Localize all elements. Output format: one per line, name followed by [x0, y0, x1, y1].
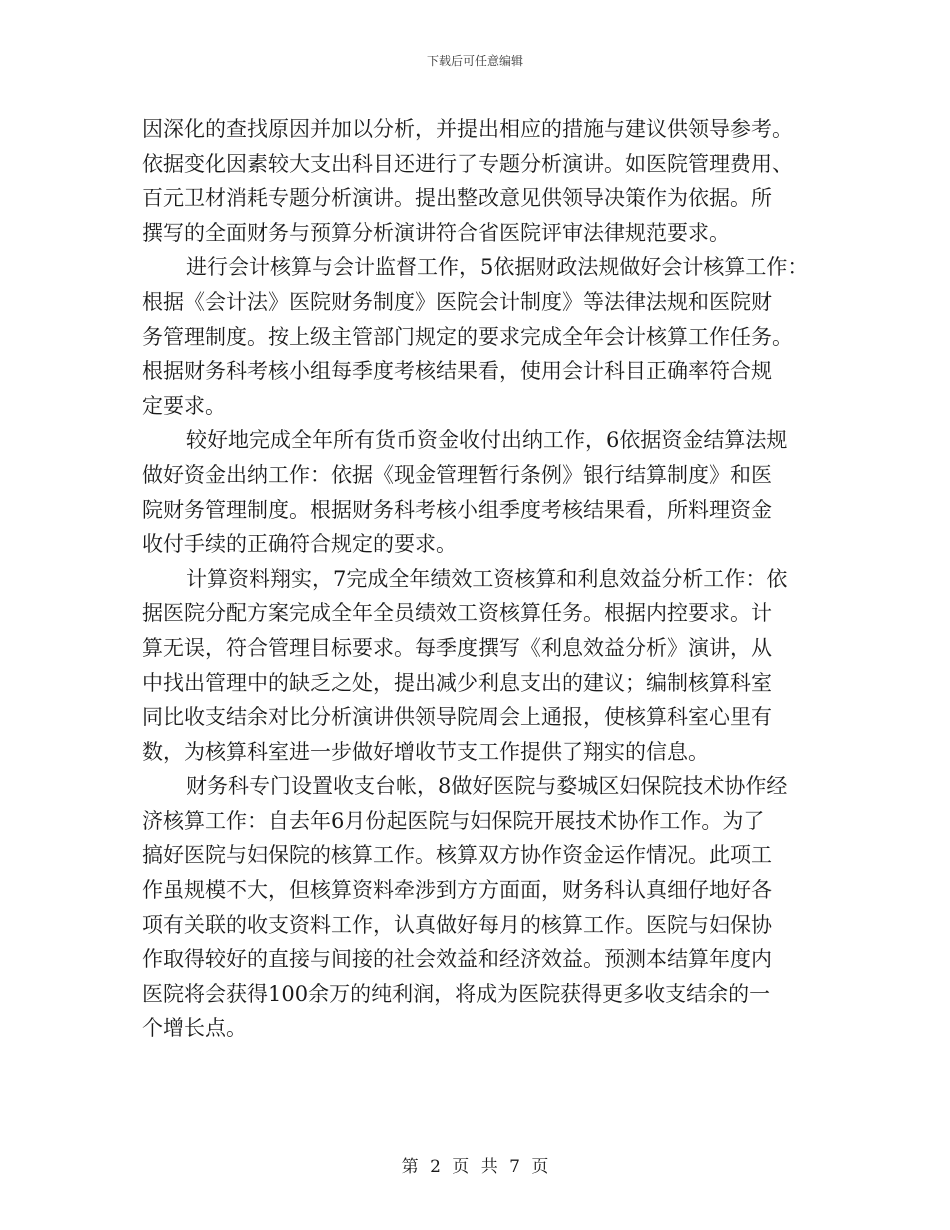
text-line: 算无误，符合管理目标要求。每季度撰写《利息效益分析》演讲，从 — [142, 635, 772, 660]
page-header: 下载后可任意编辑 — [426, 54, 523, 68]
text-line: 搞好医院与妇保院的核算工作。核算双方协作资金运作情况。此项工 — [142, 843, 772, 868]
paragraph-first-line: 财务科专门设置收支台帐，8做好医院与婺城区妇保院技术协作经 — [186, 774, 788, 799]
text-line: 收付手续的正确符合规定的要求。 — [142, 532, 457, 557]
text-line: 务管理制度。按上级主管部门规定的要求完成全年会计核算工作任务。 — [142, 324, 793, 349]
text-line: 数，为核算科室进一步做好增收节支工作提供了翔实的信息。 — [142, 739, 709, 764]
text-line: 据医院分配方案完成全年全员绩效工资核算任务。根据内控要求。计 — [142, 601, 772, 626]
paragraph-first-line: 进行会计核算与会计监督工作，5依据财政法规做好会计核算工作： — [186, 255, 809, 280]
text-line: 做好资金出纳工作：依据《现金管理暂行条例》银行结算制度》和医 — [142, 462, 772, 487]
text-line: 根据《会计法》医院财务制度》医院会计制度》等法律法规和医院财 — [142, 289, 772, 314]
text-line: 同比收支结余对比分析演讲供领导院周会上通报，使核算科室心里有 — [142, 705, 772, 730]
paragraph-first-line: 较好地完成全年所有货币资金收付出纳工作，6依据资金结算法规 — [186, 428, 788, 453]
document-body — [142, 112, 832, 1046]
text-line: 医院将会获得100余万的纯利润，将成为医院获得更多收支结余的一 — [142, 981, 771, 1006]
text-line: 百元卫材消耗专题分析演讲。提出整改意见供领导决策作为依据。所 — [142, 186, 772, 211]
text-line: 个增长点。 — [142, 1016, 247, 1041]
text-line: 中找出管理中的缺乏之处，提出减少利息支出的建议；编制核算科室 — [142, 670, 772, 695]
text-line: 济核算工作：自去年6月份起医院与妇保院开展技术协作工作。为了 — [142, 808, 765, 833]
text-line: 作取得较好的直接与间接的社会效益和经济效益。预测本结算年度内 — [142, 947, 772, 972]
text-line: 项有关联的收支资料工作，认真做好每月的核算工作。医院与妇保协 — [142, 912, 772, 937]
text-line: 依据变化因素较大支出科目还进行了专题分析演讲。如医院管理费用、 — [142, 151, 793, 176]
text-line: 院财务管理制度。根据财务科考核小组季度考核结果看，所料理资金 — [142, 497, 772, 522]
text-line: 因深化的查找原因并加以分析，并提出相应的措施与建议供领导参考。 — [142, 117, 793, 141]
text-line: 定要求。 — [142, 393, 226, 418]
text-line: 作虽规模不大，但核算资料牵涉到方方面面，财务科认真细仔地好各 — [142, 878, 772, 903]
text-line: 撰写的全面财务与预算分析演讲符合省医院评审法律规范要求。 — [142, 220, 730, 245]
text-line: 根据财务科考核小组每季度考核结果看，使用会计科目正确率符合规 — [142, 359, 772, 384]
paragraph-first-line: 计算资料翔实，7完成全年绩效工资核算和利息效益分析工作：依 — [186, 566, 788, 591]
page-number-footer: 第 2 页 共 7 页 — [401, 1157, 549, 1177]
